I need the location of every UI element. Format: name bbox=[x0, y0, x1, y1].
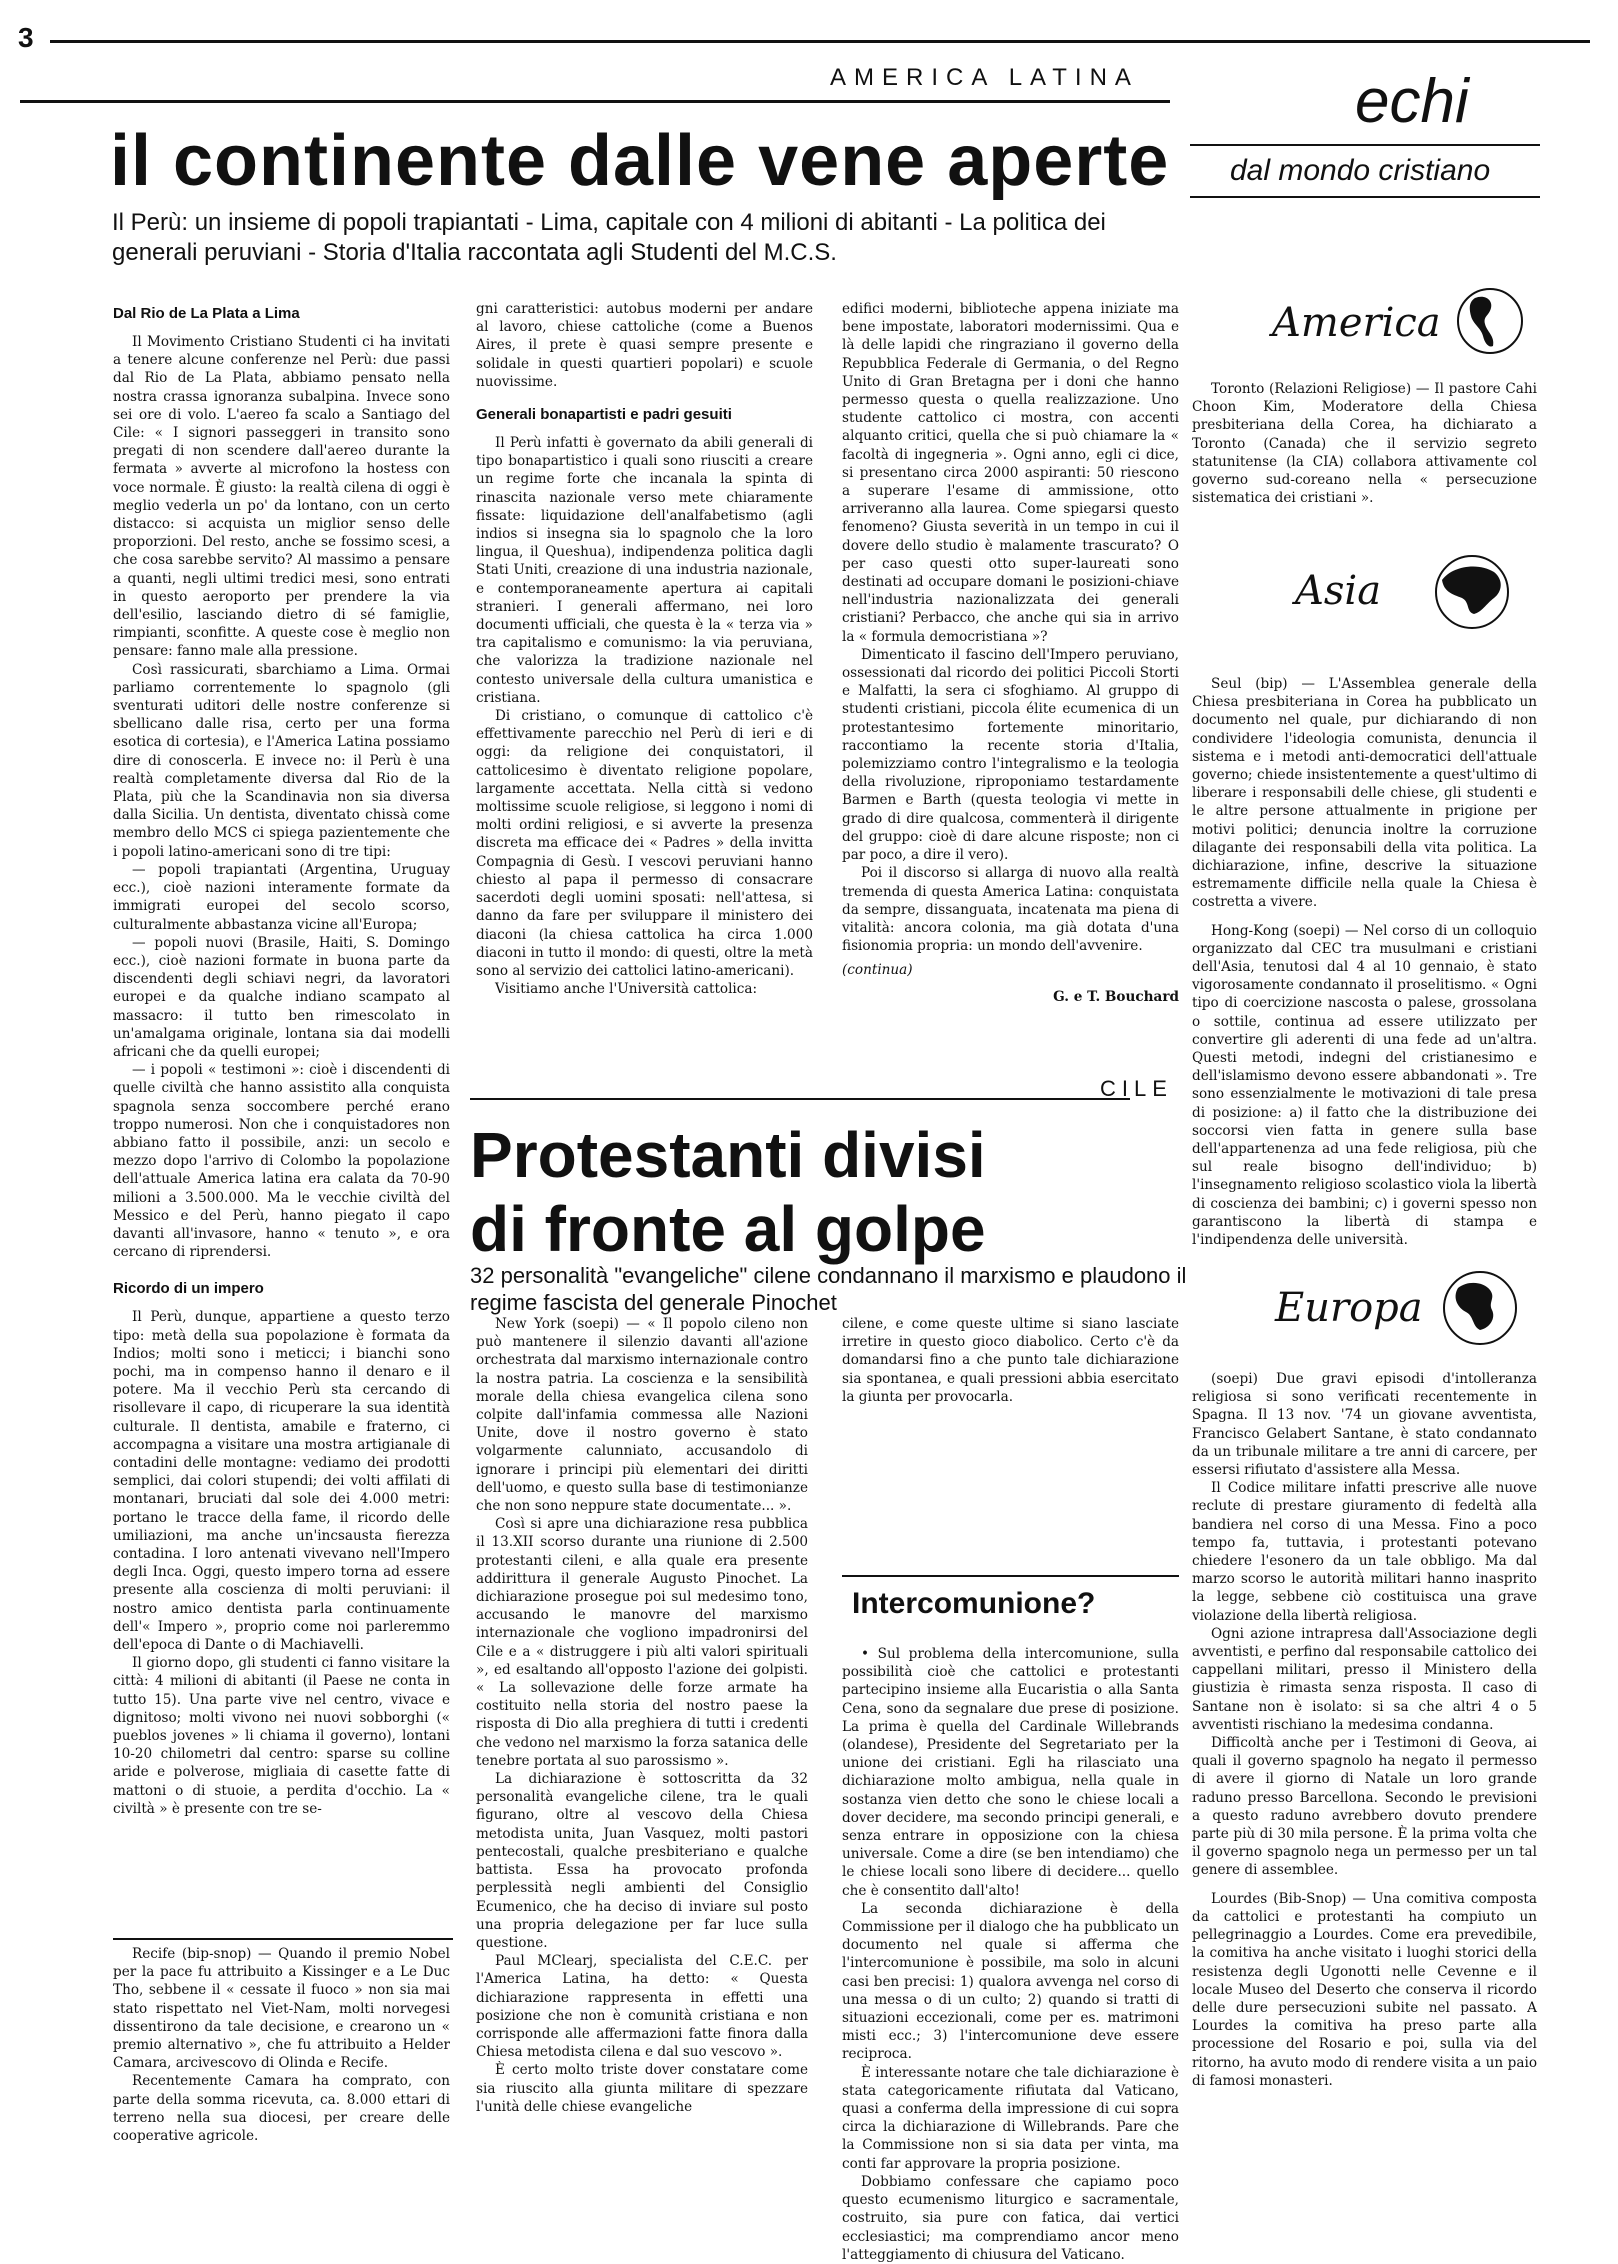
globe-asia-icon bbox=[1432, 552, 1512, 632]
recife-brief bbox=[113, 1945, 450, 2185]
echi-asia bbox=[1192, 675, 1537, 1249]
paragraph: Lourdes (Bib-Snop) — Una comitiva composta da cattolici e protestanti ha compiuto un pellegrinaggio a Lourdes. Come era prevedibile, la comitiva ha anche visitato i luoghi storici della resistenza degli Ugonotti nelle Cevenne e il locale Museo del Deserto che conserva il ricordo delle dure persecuzioni subite nel passato. A Lourdes la comitiva ha preso parte alla processione del Rosario e poi, sulla via del ritorno, ha avuto modo di rendere visita a un paio di famosi monasteri. bbox=[1192, 1890, 1537, 2089]
byline: G. e T. Bouchard bbox=[1053, 988, 1179, 1005]
paragraph: cilene, e come queste ultime si siano lasciate irretire in questo gioco diabolico. Certo c'è da domandarsi fino a che punto tale dichiarazione sia spontanea, e quali pressioni abbia esercitato la giunta per provocarla. bbox=[842, 1316, 1179, 1405]
paragraph: Dimenticato il fascino dell'Impero peruviano, ossessionati dal ricordo dei politici Piccoli Storti e Malfatti, la sera ci sfoghiamo. Al gruppo di studenti cristiani, piccola élite ecumenica di un protestantesimo fortemente minoritario, raccontiamo la recente storia d'Italia, polemizziamo contro l'integralismo e la teologia della rivoluzione, riproponiamo testardamente Barmen e Barth (questa teologia vi mette in grado di dire qualcosa, commenterà il dirigente del gruppo: cioè di dare alcune risposte; non ci par poco, a dire il vero). bbox=[842, 646, 1179, 864]
paragraph: Paul MClearj, specialista del C.E.C. per l'America Latina, ha detto: « Questa dichiarazione rappresenta in effetti una posizione che non è comunità cristiana e non corrisponde alle affermazioni fatte finora dalla Chiesa metodista cilena e dal suo vescovo ». bbox=[476, 1953, 808, 2061]
paragraph: Il giorno dopo, gli studenti ci fanno visitare la città: 4 milioni di abitanti (il Paese ne conta in tutto 15). Una parte vive nel centro, vivace e dignitoso; molti vivono nei nuovi sobborghi (« pueblos jovenes » li chiama il governo), lontani 10-20 chilometri dal centro: sparse su colline aride e polverose, migliaia di casette fatte di mattoni o di stuoie, a perdita d'occhio. La « civiltà » è presente con tre se- bbox=[113, 1655, 450, 1817]
region-label-asia: Asia bbox=[1295, 568, 1382, 614]
paragraph: gni caratteristici: autobus moderni per andare al lavoro, chiese cattoliche (come a Buenos Aires, il prete è quasi sempre presente e solidale in questi quartieri popolari) e scuole nuovissime. bbox=[476, 301, 813, 390]
paragraph: edifici moderni, biblioteche appena iniziate ma bene impostate, laboratori modernissimi. Qua e là delle lapidi che ringraziano il governo della Repubblica Federale di Germania, o del Regno Unito di Gran Bretagna per i doni che hanno permesso questa o quella realizzazione. Uno studente cattolico ci mostra, con accenti alquanto critici, quella che si può chiamare la « facoltà di ingegneria ». Ogni anno, egli ci dice, si presentano circa 2000 aspiranti: 50 riescono a superare l'esame di ammissione, otto arriveranno alla laurea. Come spiegarsi questo fenomeno? Giusta severità in un tempo in cui il dovere dello studio è malamente trascurato? O per caso questi otto super-laureati sono destinati ad occupare domani le posizioni-chiave nell'industria nazionalizzata dei generali cristiani? Perbacco, che anche qui sia in arrivo la « formula democristiana »? bbox=[842, 301, 1179, 645]
globe-europa-icon bbox=[1440, 1268, 1520, 1348]
paragraph: Il Codice militare infatti prescrive alle nuove reclute di prestare giuramento di fedeltà alla bandiera nel corso di una Messa. Fino a poco tempo fa, tuttavia, i protestanti potevano chiedere l'esonero da un tale obbligo. Ma dal marzo scorso le autorità militari hanno inasprito la legge, sebbene ciò costituisca una grave violazione della libertà religiosa. bbox=[1192, 1480, 1537, 1624]
paragraph: • Sul problema della intercomunione, sulla possibilità cioè che cattolici e protestanti partecipino insieme alla Eucaristia o alla Santa Cena, sono da segnalare due prese di posizione. La prima è quella del Cardinale Willebrands (olandese), Presidente del Segretariato per la unione dei cristiani. Egli ha rilasciato una dichiarazione molto ambigua, nella quale in sostanza vien detto che sono le chiese locali a dover decidere, ma secondo principi generali, e senza entrare in opposizione con la chiesa universale. Come a dire (se ben intendiamo) che le chiese locali sono libere di decidere... quello che è consentito dall'alto! bbox=[842, 1646, 1179, 1899]
echi-rule-bottom bbox=[1190, 196, 1540, 198]
region-label-europa: Europa bbox=[1275, 1285, 1423, 1331]
paragraph: Difficoltà anche per i Testimoni di Geova, ai quali il governo spagnolo ha negato il permesso di avere il giorno di Natale un loro grande raduno presso Barcellona. Secondo le previsioni a questo raduno avrebbero dovuto prendere parte più di 30 mila persone. È la prima volta che il governo spagnolo nega un permesso per un tal genere di assemblee. bbox=[1192, 1735, 1537, 1879]
paragraph: Toronto (Relazioni Religiose) — Il pastore Cahi Choon Kim, Moderatore della Chiesa presbiteriana della Corea, ha dichiarato a Toronto (Canada) che il servizio segreto statunitense (la CIA) collabora attivamente col governo sud-coreano nella « persecuzione sistematica dei cristiani ». bbox=[1192, 381, 1537, 507]
article-column-1 bbox=[113, 300, 450, 1935]
echi-subtitle: dal mondo cristiano bbox=[1230, 154, 1491, 187]
paragraph: Visitiamo anche l'Università cattolica: bbox=[495, 981, 758, 998]
region-label-america: America bbox=[1272, 300, 1441, 346]
section-heading: Generali bonapartisti e padri gesuiti bbox=[476, 406, 732, 424]
section-heading: Dal Rio de La Plata a Lima bbox=[113, 305, 300, 322]
paragraph: Il Perù, dunque, appartiene a questo terzo tipo: metà della sua popolazione è formata da Indios; molti sono i meticci; i bianchi sono pochi, ma in compenso hanno il denaro e il potere. Ma il vecchio Perù sta cercando di risollevare il capo, di ricuperare la sua identità culturale. Il dentista, amabile e fraterno, ci accompagna a visitare una mostra artigianale di contadini delle montagne: vediamo dei prodotti semplici, dai colori stupendi; dei volti affilati di montanari, bruciati dal sole dei 4.000 metri: portano le tracce della fame, il ricordo delle umiliazioni, ma anche un'incsausta fierezza contadina. I loro antenati vivevano nell'Impero degli Inca. Oggi, questo impero torna ad essere presente alla coscienza di molti peruviani: il nostro amico dentista parla continuamente dell'« Impero », proprio come noi parleremmo dell'epoca di Dante o di Machiavelli. bbox=[113, 1309, 450, 1654]
paragraph: — popoli trapiantati (Argentina, Uruguay ecc.), cioè nazioni interamente formate da immigrati europei del secolo scorso, culturalmente abbastanza vicine all'Europa; bbox=[113, 861, 450, 933]
paragraph: Il Movimento Cristiano Studenti ci ha invitati a tenere alcune conferenze nel Perù: due passi dal Rio de La Plata, abbiamo pensato nella nostra crassa ignoranza subalpina. Invece sono sei ore di volo. L'aereo fa scalo a Santiago del Cile: « I signori passeggeri in transito sono pregati di non scendere dall'aereo durante la fermata » avverte al microfono la hostess con voce normale. È giusto: la realtà cilena di oggi è meglio vederla un po' da lontano, con un certo distacco: si acquista un miglior senso delle proporzioni. Del resto, anche se fossimo scesi, a che cosa sarebbe servito? Al massimo a pensare a quanti, negli ultimi tredici mesi, sono entrati in questo aeroporto per prendere la via dell'esilio, lasciando dietro di sé famiglie, rimpianti, sconfitte. A queste cose è meglio non pensare: fanno male alla pressione. bbox=[113, 334, 450, 660]
cile-column-1 bbox=[476, 1315, 808, 2190]
page-number: 3 bbox=[18, 22, 34, 53]
paragraph: Recife (bip-snop) — Quando il premio Nobel per la pace fu attribuito a Kissinger e a Le Duc Tho, sebbene il « cessate il fuoco » non sia mai stato rispettato nel Viet-Nam, molti norvegesi dissentirono da tale decisione, e crearono un « premio alternativo », che fu attribuito a Helder Camara, arcivescovo di Olinda e Recife. bbox=[113, 1946, 450, 2072]
section-heading: Ricordo di un impero bbox=[113, 1280, 264, 1298]
globe-america-icon bbox=[1455, 286, 1525, 356]
paragraph: Di cristiano, o comunque di cattolico c'è effettivamente parecchio nel Perù di ieri e di oggi: da religione dei conquistatori, il cattolicesimo è diventato religione popolare, largamente accettata. Nella città si vedono moltissime scuole religiose, si leggono i nomi di molti ordini religiosi, e si avverte la presenza discreta ma efficace dei « Padres » della invitta Compagnia di Gesù. I vescovi peruviani hanno chiesto al papa il permesso di consacrare sacerdoti degli uomini sposati: nell'attesa, si danno da fare per sviluppare il ministero dei diaconi (la chiesa cattolica ha circa 1.000 diaconi in tutto il mondo: di questi, oltre la metà sono al servizio dei cattolici latino-americani). bbox=[476, 708, 813, 979]
cile-rule bbox=[470, 1098, 1130, 1100]
paragraph: (soepi) Due gravi episodi d'intolleranza religiosa si sono verificati recentemente in Spagna. Il 13 nov. '74 un giovane avventista, Francisco Gelabert Santane, è stato condannato da un tribunale militare a tre anni di carcere, per essersi rifiutato d'assistere alla Messa. bbox=[1192, 1371, 1537, 1479]
cile-headline bbox=[470, 1118, 986, 1266]
paragraph: La dichiarazione è sottoscritta da 32 personalità evangeliche cilene, tra le quali figurano, oltre al vescovo della Chiesa metodista unita, Juan Vasquez, molti pastori pentecostali, qualche presbiteriano e qualche battista. Essa ha provocato profonda perplessità negli ambienti del Consiglio Ecumenico, che ha deciso di inviare sul posto una propria delegazione per far luce sulla questione. bbox=[476, 1771, 808, 1951]
kicker-rule bbox=[20, 100, 1170, 103]
intercomunione-header bbox=[842, 1575, 1179, 1637]
paragraph: Recentemente Camara ha comprato, con parte della somma ricevuta, ca. 8.000 ettari di terreno nella sua diocesi, per creare delle cooperative agricole. bbox=[113, 2073, 450, 2145]
paragraph: È interessante notare che tale dichiarazione è stata categoricamente rifiutata dal Vaticano, quasi a conferma della impressione di cui sopra circa la dichiarazione di Willebrands. Pare che la Commissione non si sia data per vinta, ma conti far approvare la propria posizione. bbox=[842, 2064, 1179, 2172]
article-column-2 bbox=[476, 300, 813, 1100]
echi-title: echi bbox=[1355, 67, 1469, 136]
echi-america bbox=[1192, 380, 1537, 560]
echi-europa bbox=[1192, 1370, 1537, 2190]
paragraph: Ogni azione intrapresa dall'Associazione degli avventisti, e perfino dal responsabile cattolico dei cappellani militari, presso il Ministero della giustizia è rimasta senza risposta. Il caso di Santane non è isolato: si sa che altri 4 o 5 avventisti rischiano la medesima condanna. bbox=[1192, 1625, 1537, 1733]
paragraph: Il Perù infatti è governato da abili generali di tipo bonapartistico i quali sono riusciti a creare un regime forte che incanala la spinta di rinascita nazionale verso mete chiaramente fissate: liquidazione dell'analfabetismo (agli indios si insegna sia lo spagnolo che la loro lingua, il Queshua), indipendenza politica dagli Stati Uniti, creazione di una industria nazionale, e contemporaneamente apertura ai capitali stranieri. I generali affermano, nei loro documenti ufficiali, che questa è la « terza via » tra capitalismo e comunismo: la via peruviana, che valorizza la tradizione nazionale nel contesto universale della cultura umanistica e cristiana. bbox=[476, 435, 813, 706]
paragraph: Dobbiamo confessare che capiamo poco questo ecumenismo liturgico e sacramentale, costruito, sia pure con fatica, dai vertici ecclesiastici; ma comprendiamo ancor meno l'atteggiamento di chiusura del Vaticano. bbox=[842, 2173, 1179, 2263]
intercomunione-column bbox=[842, 1645, 1179, 2263]
cile-column-2 bbox=[842, 1315, 1179, 1565]
section-kicker: AMERICA LATINA bbox=[830, 64, 1139, 91]
paragraph: Hong-Kong (soepi) — Nel corso di un colloquio organizzato dal CEC tra musulmani e cristiani dell'Asia, tenutosi dal 4 al 10 gennaio, è stato vigorosamente condannato il proselitismo. « Ogni tipo di coercizione nascosta o palese, grossolana o sottile, continua ad essere utilizzato per convertire gli aderenti di una fede ad un'altra. Questi metodi, indegni del cristianesimo e dell'islamismo devono essere abbandonati ». Tre sono essenzialmente le motivazioni di tale presa di posizione: a) il fatto che la distribuzione dei soccorsi vien fatta in genere sulla base dell'appartenenza ad una fede religiosa, più che sul reale bisogno dell'individuo; b) l'insegnamento religioso scolastico viola la libertà di coscienza dei bambini; c) i governi spesso non garantiscono la libertà di stampa e l'indipendenza delle università. bbox=[1192, 922, 1537, 1249]
paragraph: Seul (bip) — L'Assemblea generale della Chiesa presbiteriana in Corea ha pubblicato un documento nel quale, pur dichiarando di non condividere l'ideologia comunista, denuncia il sistema e i metodi anti-democratici dell'attuale governo; chiede insistentemente a quest'ultimo di liberare i responsabili delle chiese, gli studenti e le altre persone attualmente in prigione per motivi politici; denuncia inoltre la corruzione dilagante dei responsabili della vita politica. La dichiarazione, infine, descrive la situazione estremamente difficile nella quale la Chiesa è costretta a vivere. bbox=[1192, 676, 1537, 911]
top-rule bbox=[50, 40, 1590, 43]
intercomunione-title: Intercomunione? bbox=[852, 1587, 1096, 1620]
paragraph: New York (soepi) — « Il popolo cileno non può mantenere il silenzio davanti all'azione orchestrata dal marxismo internazionale contro la nostra patria. La coscienza e la sensibilità morale della chiesa evangelica cilena sono colpite dall'infamia commessa alle Nazioni Unite, dove il nostro governo è stato volgarmente calunniato, accusandolo di ignorare i principi più elementari dei diritti dell'uomo, e questo sulla base di testimonianze che non sono neppure state documentate... ». bbox=[476, 1316, 808, 1515]
paragraph: Così si apre una dichiarazione resa pubblica il 13.XII scorso durante una riunione di 2.500 protestanti cileni, e alla quale era presente addirittura il generale Augusto Pinochet. La dichiarazione prosegue poi sul medesimo tono, accusando le manovre del marxismo internazionale che vogliono impadronirsi del Cile e a « distruggere i più alti valori spirituali », ed esaltando all'opposto l'azione dei golpisti. « La sollevazione delle forze armate ha costituito nella storia del nostro paese la risposta di Dio alla preghiera di tutti i credenti che vedono nel marxismo la forza satanica delle tenebre portata al suo parossismo ». bbox=[476, 1516, 808, 1769]
paragraph: È certo molto triste dover constatare come sia riuscito alla giunta militare di spezzare l'unità delle chiese evangeliche bbox=[476, 2062, 808, 2115]
headline: il continente dalle vene aperte bbox=[110, 121, 1170, 201]
echi-rule-top bbox=[1190, 144, 1540, 146]
recife-rule bbox=[113, 1938, 453, 1940]
cile-subheadline: 32 personalità "evangeliche" cilene condannano il marxismo e plaudono il regime fascista del generale Pinochet bbox=[470, 1263, 1187, 1315]
article-column-3 bbox=[842, 300, 1179, 1100]
cile-headline-line-2: di fronte al golpe bbox=[470, 1193, 986, 1265]
cile-headline-line-1: Protestanti divisi bbox=[470, 1119, 986, 1191]
subheadline: Il Perù: un insieme di popoli trapiantati - Lima, capitale con 4 milioni di abitanti - La politica dei generali peruviani - Storia d'Italia raccontata agli Studenti del M.C.S. bbox=[112, 209, 1106, 266]
paragraph: — popoli nuovi (Brasile, Haiti, S. Domingo ecc.), cioè nazioni formate in buona parte da discendenti degli schiavi negri, da lavoratori europei e da qualche indiano scampato al massacro: il tutto ben rimescolato in un'amalgama originale, lontana sia dai modelli africani che da quelli europei; bbox=[113, 934, 450, 1060]
paragraph: Poi il discorso si allarga di nuovo alla realtà tremenda di questa America Latina: conquistata da sempre, dissanguata, incatenata ma piena di vitalità: ancora colonia, ma già dotata d'una fisionomia propria: un mondo dell'avvenire. bbox=[842, 865, 1179, 955]
paragraph: La seconda dichiarazione è della Commissione per il dialogo che ha pubblicato un documento nel quale si afferma che l'intercomunione è possibile, ma solo in alcuni casi ben precisi: 1) qualora avvenga nel corso di una messa o di un culto; 2) quando si tratti di situazioni eccezionali, come per es. matrimoni misti ecc.; 3) l'intercomunione deve essere reciproca. bbox=[842, 1900, 1179, 2063]
continua-note: (continua) bbox=[842, 962, 913, 979]
paragraph: — i popoli « testimoni »: cioè i discendenti di quelle civiltà che hanno assistito alla conquista spagnola senza soccombere perché erano troppo numerosi. Non che i conquistadores non abbiano fatto il possibile, anzi: un secolo e mezzo dopo l'arrivo di Colombo la popolazione dell'attuale America latina era calata da 70-90 milioni a 3.500.000. Ma le vecchie civiltà del Messico e del Perù, hanno piegato il capo davanti all'invasore, hanno « tenuto », e ora cercano di riprendersi. bbox=[113, 1062, 450, 1261]
cile-kicker: CILE bbox=[1100, 1076, 1173, 1101]
paragraph: Così rassicurati, sbarchiamo a Lima. Ormai parliamo correntemente lo spagnolo (gli sventurati uditori delle nostre conferenze si sbellicano dalle risa, certo per una forma esotica di cortesia), e l'America Latina possiamo dire di conoscerla. E invece no: il Perù è una realtà completamente diversa dal Rio de la Plata, più che la Scandinavia non sia diversa dalla Sicilia. Un dentista, diventato chissà come membro dello MCS ci spiega pazientemente che i popoli latino-americani sono di tre tipi: bbox=[113, 661, 450, 860]
